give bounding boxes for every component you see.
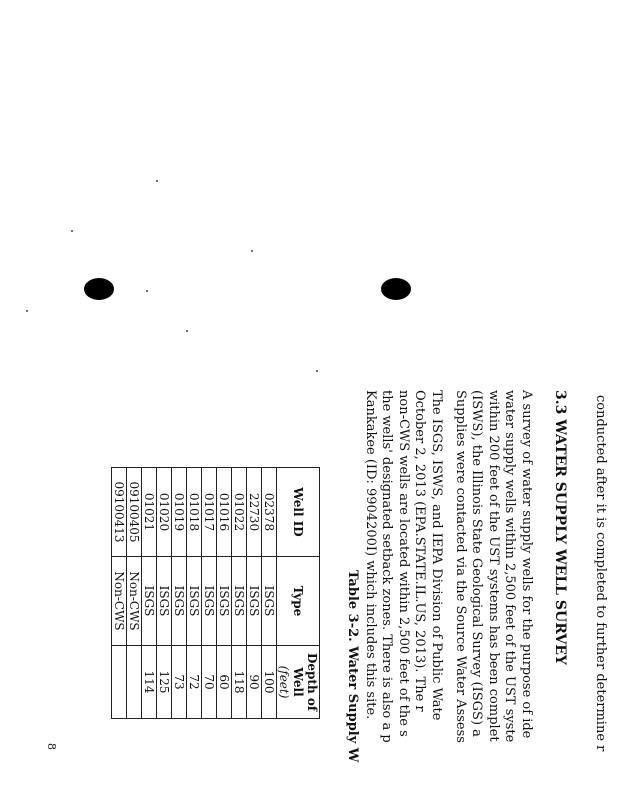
- cell-type: ISGS: [142, 557, 157, 646]
- header-depth-unit: (feet): [277, 665, 291, 699]
- cell-well-id: 09100413: [112, 468, 127, 557]
- cell-depth: [112, 646, 127, 719]
- paragraph-2: [362, 390, 445, 743]
- cell-depth: 100: [262, 646, 277, 719]
- header-depth-line1: Depth of: [305, 652, 319, 712]
- scan-speck: [186, 330, 188, 332]
- table-row: [187, 468, 202, 719]
- cell-type: ISGS: [247, 557, 262, 646]
- cell-well-id: 01016: [217, 468, 232, 557]
- table-body: [112, 468, 277, 719]
- cell-well-id: 01021: [142, 468, 157, 557]
- paragraph-line: the wells' designated setback zones. There is also a p: [379, 390, 395, 743]
- scan-speck: [71, 230, 73, 232]
- paragraph-1: [452, 390, 535, 743]
- cell-depth: 73: [172, 646, 187, 719]
- paragraph-line: water supply wells within 2,500 feet of the UST syste: [502, 390, 518, 743]
- top-text-line: conducted after it is completed to further determine r: [593, 395, 608, 752]
- cell-depth: 90: [247, 646, 262, 719]
- cell-well-id: 01022: [232, 468, 247, 557]
- cell-type: ISGS: [217, 557, 232, 646]
- table-row: [112, 468, 127, 719]
- scan-speck: [316, 370, 318, 372]
- cell-well-id: 01020: [157, 468, 172, 557]
- section-heading: 3.3 WATER SUPPLY WELL SURVEY: [552, 390, 568, 665]
- table-row: [172, 468, 187, 719]
- scan-speck: [146, 290, 148, 292]
- cell-type: ISGS: [172, 557, 187, 646]
- table-row: [127, 468, 142, 719]
- cell-type: ISGS: [202, 557, 217, 646]
- cell-type: Non-CWS: [112, 557, 127, 646]
- cell-well-id: 09100405: [127, 468, 142, 557]
- cell-depth: 114: [142, 646, 157, 719]
- page-number: 8: [45, 743, 58, 750]
- cell-type: ISGS: [262, 557, 277, 646]
- table-row: [142, 468, 157, 719]
- scan-speck: [156, 180, 158, 182]
- header-depth-line2: Well: [291, 667, 305, 697]
- cell-depth: [127, 646, 142, 719]
- table-row: [217, 468, 232, 719]
- paragraph-line: within 200 feet of the UST systems has been complet: [486, 390, 501, 742]
- table-caption: Table 3-2. Water Supply W: [345, 570, 360, 763]
- table-row: [232, 468, 247, 719]
- table-row: [247, 468, 262, 719]
- paragraph-line: non-CWS wells are located within 2,500 feet of the s: [396, 390, 411, 737]
- cell-depth: 118: [232, 646, 247, 719]
- paragraph-line: (ISWS), the Illinois State Geological Survey (ISGS) a: [469, 390, 485, 737]
- header-type: Type: [277, 557, 320, 646]
- scan-speck: [251, 250, 253, 252]
- cell-depth: 72: [187, 646, 202, 719]
- table-row: [262, 468, 277, 719]
- scan-speck: [26, 310, 28, 312]
- paragraph-line: The ISGS, ISWS, and IEPA Division of Public Wate: [429, 390, 444, 721]
- cell-type: ISGS: [157, 557, 172, 646]
- paragraph-line: Kankakee (ID: 9904200I) which includes this site.: [363, 390, 378, 720]
- header-well-id: Well ID: [277, 468, 320, 557]
- cell-depth: 70: [202, 646, 217, 719]
- table-row: [157, 468, 172, 719]
- cell-depth: 125: [157, 646, 172, 719]
- cell-depth: 60: [217, 646, 232, 719]
- table-row: [202, 468, 217, 719]
- cell-well-id: 22730: [247, 468, 262, 557]
- paragraph-line: Supplies were contacted via the Source Water Assess: [453, 390, 468, 743]
- cell-type: ISGS: [187, 557, 202, 646]
- cell-well-id: 01018: [187, 468, 202, 557]
- table-header-row: [277, 468, 320, 719]
- punch-hole-right: [381, 278, 411, 300]
- cell-type: Non-CWS: [127, 557, 142, 646]
- water-supply-wells-table: [111, 467, 320, 719]
- punch-hole-left: [84, 278, 114, 300]
- cell-well-id: 01019: [172, 468, 187, 557]
- cell-type: ISGS: [232, 557, 247, 646]
- cell-well-id: 02378: [262, 468, 277, 557]
- cell-well-id: 01017: [202, 468, 217, 557]
- paragraph-line: A survey of water supply wells for the purpose of ide: [519, 390, 534, 739]
- header-depth: [277, 646, 320, 719]
- paragraph-line: October 2, 2013 (EPA.STATE.IL.US, 2013). The r: [412, 390, 428, 712]
